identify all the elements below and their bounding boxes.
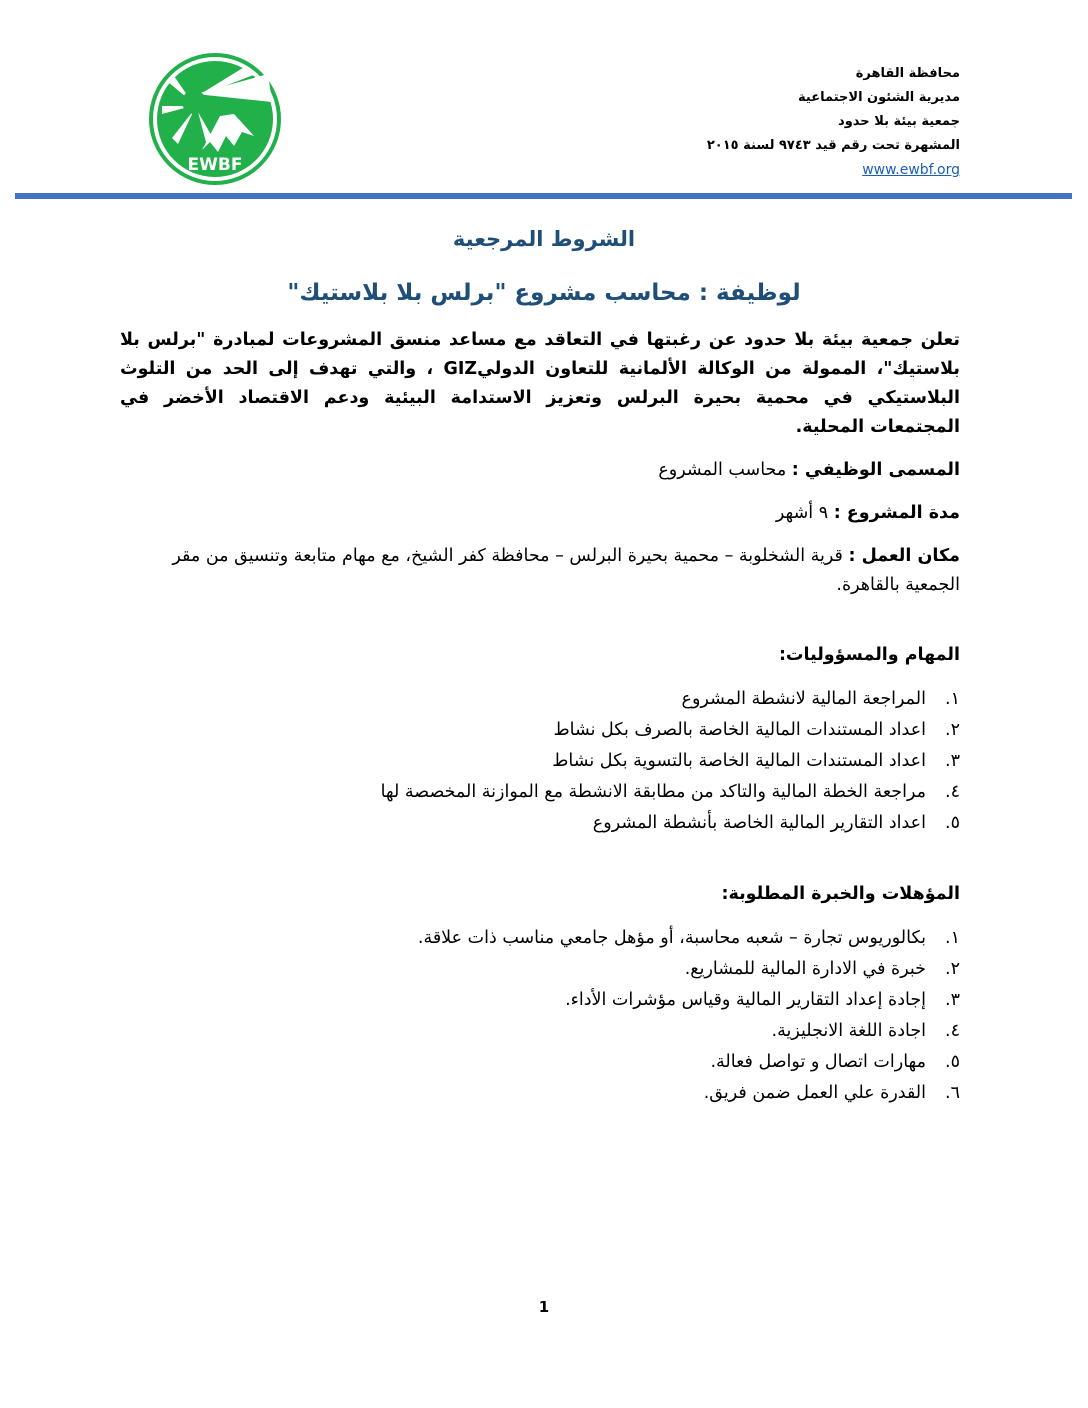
list-item: ٣. إجادة إعداد التقارير المالية وقياس مؤشرات الأداء. — [565, 990, 960, 1010]
list-item: ٥. اعداد التقارير المالية الخاصة بأنشطة المشروع — [592, 813, 960, 833]
header-divider — [15, 193, 1072, 199]
document-body — [120, 326, 960, 1109]
document-subtitle: لوظيفة : محاسب مشروع "برلس بلا بلاستيك" — [287, 280, 801, 306]
field-value: ٩ أشهر — [775, 503, 834, 523]
field-label: مكان العمل : — [848, 546, 960, 566]
field-label: مدة المشروع : — [833, 503, 960, 523]
document-title: الشروط المرجعية — [452, 227, 636, 251]
org-line: جمعية بيئة بلا حدود — [838, 114, 960, 129]
work-location-field — [120, 542, 960, 600]
intro-paragraph: تعلن جمعية بيئة بلا حدود عن رغبتها في التعاقد مع مساعد منسق المشروعات لمبادرة "برلس بلا بلاستيك"، الممولة من الوكالة الألمانية للتعاون الدوليGIZ ، والتي تهدف إلى الحد من التلوث البلاستيكي في محمية بحيرة البرلس وتعزيز الاستدامة البيئية ودعم الاقتصاد الأخضر في المجتمعات المحلية. — [120, 330, 961, 437]
project-duration-field — [120, 499, 960, 528]
responsibilities-heading: المهام والمسؤوليات: — [778, 645, 960, 665]
org-header — [707, 62, 960, 183]
list-item: ٤. اجادة اللغة الانجليزية. — [771, 1021, 960, 1041]
org-line: مديرية الشئون الاجتماعية — [798, 90, 960, 105]
field-value: قرية الشخلوبة – محمية بحيرة البرلس – محافظة كفر الشيخ، مع مهام متابعة وتنسيق من مقر الجمعية بالقاهرة. — [172, 546, 960, 595]
qualifications-heading: المؤهلات والخبرة المطلوبة: — [721, 884, 960, 904]
field-label: المسمى الوظيفي : — [791, 460, 960, 480]
responsibilities-list — [120, 684, 960, 839]
list-item: ٤. مراجعة الخطة المالية والتاكد من مطابقة الانشطة مع الموازنة المخصصة لها — [380, 782, 960, 802]
org-line: المشهرة تحت رقم قيد ٩٧٤٣ لسنة ٢٠١٥ — [706, 138, 960, 153]
list-item: ٦. القدرة علي العمل ضمن فريق. — [703, 1083, 960, 1103]
page-number: 1 — [538, 1298, 550, 1316]
job-title-field — [120, 456, 960, 485]
list-item: ٢. اعداد المستندات المالية الخاصة بالصرف بكل نشاط — [553, 720, 960, 740]
website-link[interactable]: www.ewbf.org — [862, 162, 960, 178]
ewbf-logo — [148, 52, 282, 186]
field-value: محاسب المشروع — [658, 460, 792, 480]
list-item: ٣. اعداد المستندات المالية الخاصة بالتسوية بكل نشاط — [552, 751, 960, 771]
list-item: ٢. خبرة في الادارة المالية للمشاريع. — [684, 959, 960, 979]
list-item: ٥. مهارات اتصال و تواصل فعالة. — [710, 1052, 960, 1072]
org-line: محافظة القاهرة — [855, 66, 960, 81]
logo-text: EWBF — [187, 155, 243, 175]
list-item: ١. بكالوريوس تجارة – شعبه محاسبة، أو مؤهل جامعي مناسب ذات علاقة. — [417, 928, 960, 948]
list-item: ١. المراجعة المالية لانشطة المشروع — [681, 689, 960, 709]
qualifications-list — [120, 923, 960, 1109]
